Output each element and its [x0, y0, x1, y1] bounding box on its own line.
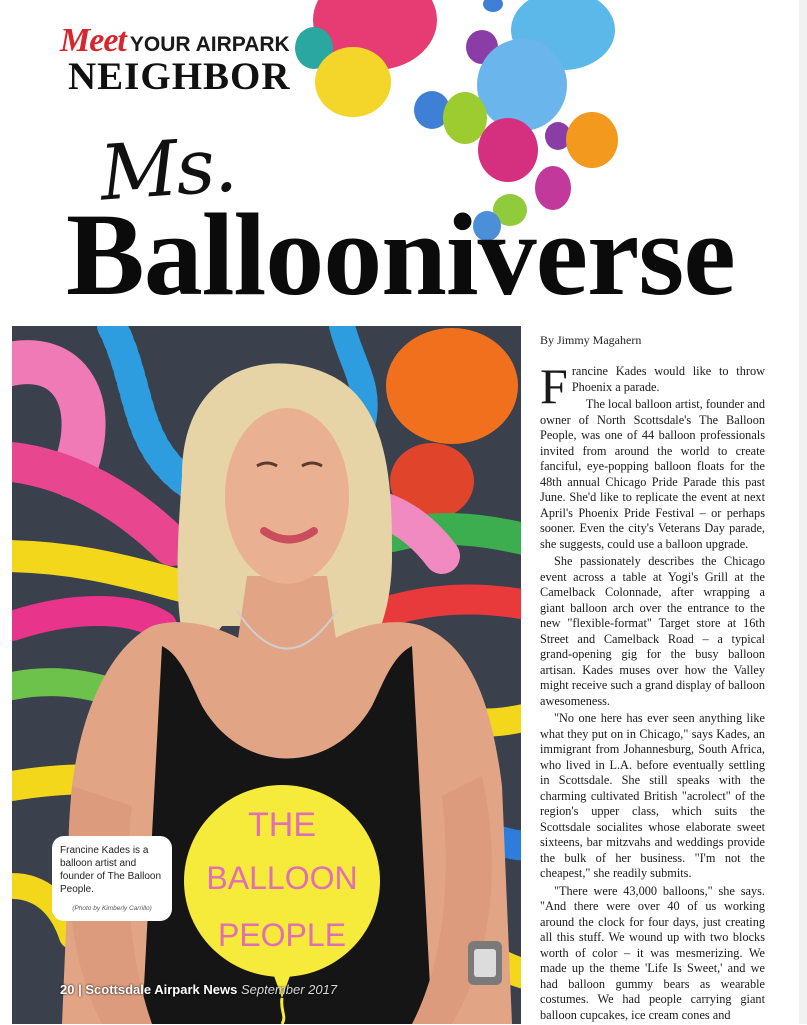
article-body: [540, 358, 765, 1025]
byline: By Jimmy Magahern: [540, 333, 642, 347]
paragraph-2: The local balloon artist, founder and owner of North Scottsdale's The Balloon People, was one of 44 balloon professionals invited from around the world to create fanciful, eye-popping balloon floats for the 48th annual Chicago Pride Parade this past June. She'd like to replicate the event at next April's Phoenix Pride Festival – or perhaps sooner. Even the city's Veterans Day parade, she suggests, could use a balloon upgrade.: [540, 397, 765, 551]
photo-credit: (Photo by Kimberly Carrillo): [72, 905, 152, 912]
paragraph-4: "No one here has ever seen anything like what they put on in Chicago," says Kades, an immigrant from Johannesburg, South Africa, who lived in L.A. before eventually settling in Scottsdale. She still speaks with the charming cultivated British "acrolect" of the region's upper class, which suits the Scottsdale socialites whose elaborate sweet sixteens, bar mitzvahs and weddings provide the bulk of her business. "I'm not the cheapest," she readily submits.: [540, 711, 765, 880]
issue-date: September 2017: [240, 982, 338, 997]
kicker-neighbor: NEIGHBOR: [68, 55, 291, 98]
publication-name: Scottsdale Airpark News: [85, 982, 238, 997]
title-ms: Ms.: [97, 119, 238, 218]
shirt-text-line2: BALLOON: [206, 860, 358, 896]
caption-text: Francine Kades is a balloon artist and founder of The Balloon People.: [60, 845, 162, 895]
shirt-text-line1: THE: [248, 806, 316, 844]
footer-separator: |: [78, 982, 82, 997]
kicker-your-airpark: YOUR AIRPARK: [129, 33, 290, 56]
headline: Ballooniverse: [66, 189, 735, 320]
drop-cap: F: [540, 358, 568, 414]
shirt-text-line3: PEOPLE: [217, 917, 347, 953]
paragraph-1: [540, 358, 765, 414]
photo-caption: [52, 836, 172, 921]
page-footer: [60, 982, 337, 997]
page-number: 20: [60, 982, 75, 997]
paragraph-3: She passionately describes the Chicago event across a table at Yogi's Grill at the Camelback Colonnade, after wrapping a giant balloon arch over the entrance to the new "flexible-format" Target store at 16th Street and Camelback Road – a typical grand-opening gig for the busy balloon artisan. Kades muses over how the Valley might receive such a grand display of balloon awesomeness.: [540, 554, 765, 708]
paragraph-1-text: rancine Kades would like to throw Phoenix a parade.: [571, 364, 765, 394]
kicker-meet: Meet: [60, 22, 126, 59]
paragraph-5: "There were 43,000 balloons," she says. "And there were over 40 of us working around the clock for four days, just creating all this stuff. We wound up with two blocks worth of color – it was mesmerizing. We made up the theme 'Life Is Sweet,' and we had balloon gummy bears as wearable costumes. We had people carrying giant balloon cupcakes, ice cream cones and: [540, 883, 765, 1022]
scan-edge: [799, 0, 807, 1024]
section-kicker: [60, 22, 291, 98]
